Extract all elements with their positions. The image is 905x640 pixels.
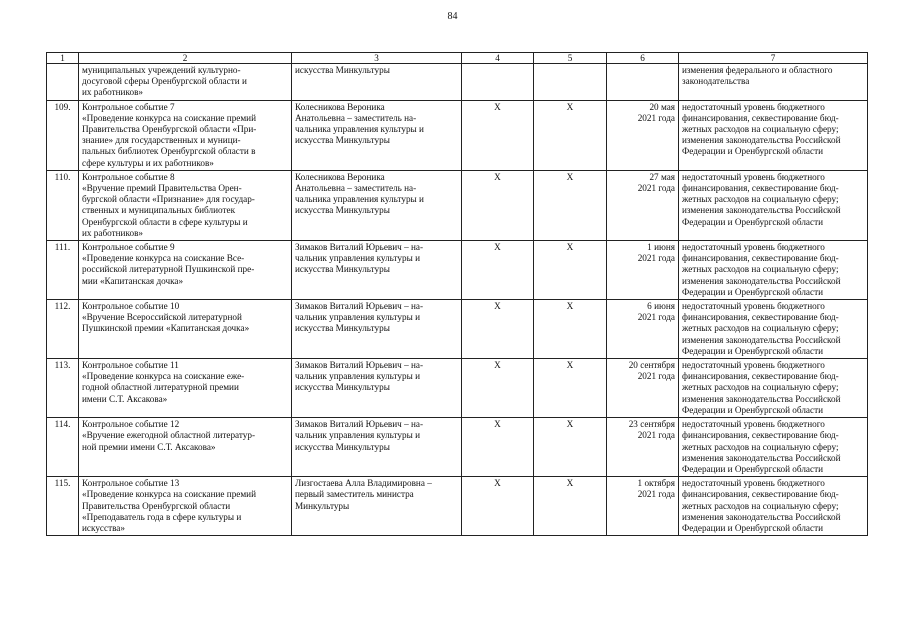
column-4-cell: X: [462, 241, 534, 300]
column-5-cell: X: [534, 359, 607, 418]
table-row: [47, 477, 868, 536]
column-5-cell: X: [534, 241, 607, 300]
column-4-cell: X: [462, 418, 534, 477]
table-row: [47, 300, 868, 359]
column-4-cell: X: [462, 100, 534, 170]
table-row: [47, 359, 868, 418]
column-5-cell: [534, 64, 607, 101]
column-5-cell: X: [534, 418, 607, 477]
risk-description: недостаточный уровень бюджетного финансирования, секвестирование бюд- жетных расходов на социальную сферу; изменения законодательства Российской Федерации и Оренбургской области: [679, 418, 868, 477]
page-number: 84: [447, 11, 458, 22]
row-number: 109.: [47, 100, 79, 170]
column-5-cell: X: [534, 477, 607, 536]
column-header: 3: [292, 53, 462, 64]
event-description: муниципальных учреждений культурно- досуговой сферы Оренбургской области и их работников»: [79, 64, 292, 101]
table-row: [47, 100, 868, 170]
column-header: 1: [47, 53, 79, 64]
column-header: 7: [679, 53, 868, 64]
risk-description: недостаточный уровень бюджетного финансирования, секвестирование бюд- жетных расходов на социальную сферу; изменения законодательства Российской Федерации и Оренбургской области: [679, 170, 868, 240]
column-header: 4: [462, 53, 534, 64]
event-description: Контрольное событие 9 «Проведение конкурса на соискание Все- российской литературной Пушкинской пре- мии «Капитанская дочка»: [79, 241, 292, 300]
column-5-cell: X: [534, 170, 607, 240]
due-date: 27 мая 2021 года: [607, 170, 679, 240]
risk-description: недостаточный уровень бюджетного финансирования, секвестирование бюд- жетных расходов на социальную сферу; изменения законодательства Российской Федерации и Оренбургской области: [679, 359, 868, 418]
event-description: Контрольное событие 10 «Вручение Всероссийской литературной Пушкинской премии «Капитанская дочка»: [79, 300, 292, 359]
event-description: Контрольное событие 8 «Вручение премий Правительства Орен- бургской области «Признание» для государ- ственных и муниципальных библиотек Оренбургской области в сфере культуры и их работников»: [79, 170, 292, 240]
row-number: 110.: [47, 170, 79, 240]
row-number: 114.: [47, 418, 79, 477]
responsible-person: Колесникова Вероника Анатольевна – заместитель на- чальника управления культуры и искусства Минкультуры: [292, 100, 462, 170]
due-date: [607, 64, 679, 101]
column-4-cell: X: [462, 300, 534, 359]
risk-description: изменения федерального и областного законодательства: [679, 64, 868, 101]
column-number-row: [47, 53, 868, 64]
responsible-person: Колесникова Вероника Анатольевна – заместитель на- чальника управления культуры и искусства Минкультуры: [292, 170, 462, 240]
column-4-cell: [462, 64, 534, 101]
table-row: [47, 170, 868, 240]
responsible-person: искусства Минкультуры: [292, 64, 462, 101]
due-date: 6 июня 2021 года: [607, 300, 679, 359]
risk-description: недостаточный уровень бюджетного финансирования, секвестирование бюд- жетных расходов на социальную сферу; изменения законодательства Российской Федерации и Оренбургской области: [679, 477, 868, 536]
column-header: 2: [79, 53, 292, 64]
event-description: Контрольное событие 11 «Проведение конкурса на соискание еже- годной областной литературной премии имени С.Т. Аксакова»: [79, 359, 292, 418]
table-row: [47, 241, 868, 300]
due-date: 1 июня 2021 года: [607, 241, 679, 300]
column-header: 6: [607, 53, 679, 64]
due-date: 1 октября 2021 года: [607, 477, 679, 536]
risk-description: недостаточный уровень бюджетного финансирования, секвестирование бюд- жетных расходов на социальную сферу; изменения законодательства Российской Федерации и Оренбургской области: [679, 100, 868, 170]
responsible-person: Зимаков Виталий Юрьевич – на- чальник управления культуры и искусства Минкультуры: [292, 418, 462, 477]
table-row: [47, 64, 868, 101]
column-4-cell: X: [462, 477, 534, 536]
responsible-person: Зимаков Виталий Юрьевич – на- чальник управления культуры и искусства Минкультуры: [292, 241, 462, 300]
due-date: 23 сентября 2021 года: [607, 418, 679, 477]
column-4-cell: X: [462, 359, 534, 418]
row-number: 113.: [47, 359, 79, 418]
row-number: 111.: [47, 241, 79, 300]
risk-description: недостаточный уровень бюджетного финансирования, секвестирование бюд- жетных расходов на социальную сферу; изменения законодательства Российской Федерации и Оренбургской области: [679, 241, 868, 300]
row-number: 115.: [47, 477, 79, 536]
column-5-cell: X: [534, 100, 607, 170]
risk-description: недостаточный уровень бюджетного финансирования, секвестирование бюд- жетных расходов на социальную сферу; изменения законодательства Российской Федерации и Оренбургской области: [679, 300, 868, 359]
responsible-person: Зимаков Виталий Юрьевич – на- чальник управления культуры и искусства Минкультуры: [292, 300, 462, 359]
column-header: 5: [534, 53, 607, 64]
row-number: [47, 64, 79, 101]
responsible-person: Зимаков Виталий Юрьевич – на- чальник управления культуры и искусства Минкультуры: [292, 359, 462, 418]
control-events-table: [46, 52, 868, 536]
column-4-cell: X: [462, 170, 534, 240]
due-date: 20 сентября 2021 года: [607, 359, 679, 418]
row-number: 112.: [47, 300, 79, 359]
column-5-cell: X: [534, 300, 607, 359]
due-date: 20 мая 2021 года: [607, 100, 679, 170]
table-row: [47, 418, 868, 477]
responsible-person: Лизгостаева Алла Владимировна – первый заместитель министра Минкультуры: [292, 477, 462, 536]
event-description: Контрольное событие 13 «Проведение конкурса на соискание премий Правительства Оренбургской области «Преподаватель года в сфере культуры и искусства»: [79, 477, 292, 536]
event-description: Контрольное событие 12 «Вручение ежегодной областной литератур- ной премии имени С.Т. Аксакова»: [79, 418, 292, 477]
event-description: Контрольное событие 7 «Проведение конкурса на соискание премий Правительства Оренбургской области «При- знание» для государственных и муници- пальных библиотек Оренбургской области в сфере культуры и их работников»: [79, 100, 292, 170]
